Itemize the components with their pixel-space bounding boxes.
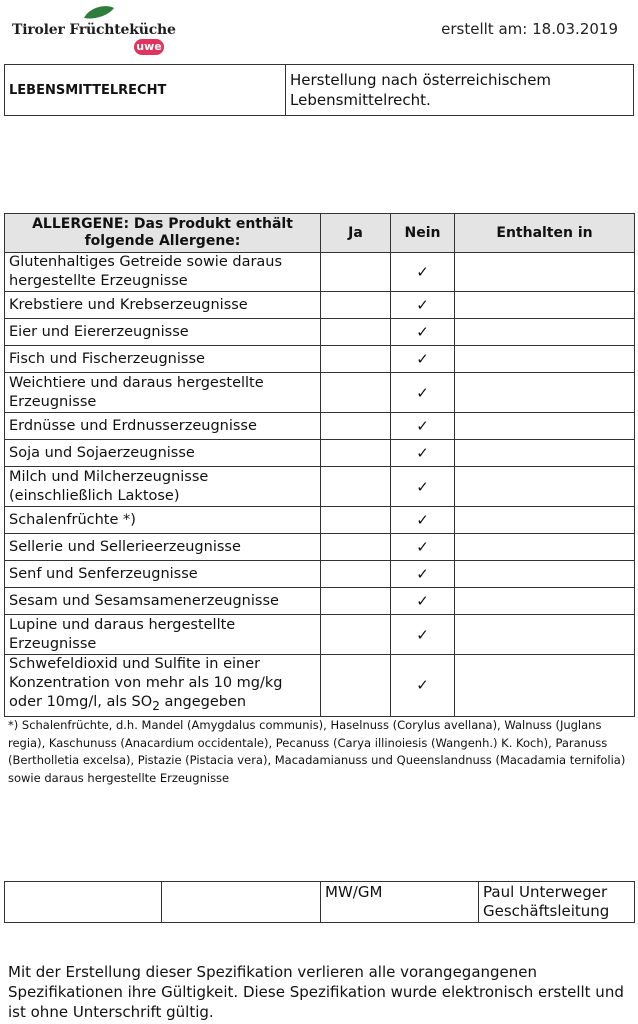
table-row [5, 253, 635, 292]
allergen-name-text: Schwefeldioxid und Sulfite in einer Konzentration von mehr als 10 mg/kg oder 10mg/l, als SO [9, 656, 283, 710]
allergen-name: Schalenfrüchte *) [5, 507, 321, 534]
table-row [5, 561, 635, 588]
no-cell: ✓ [391, 346, 455, 373]
table-row [5, 292, 635, 319]
allergen-name: Weichtiere und daraus hergestellte Erzeugnisse [5, 373, 321, 413]
allergen-name-text-end: angegeben [159, 694, 247, 710]
yes-cell [321, 655, 391, 717]
allergen-name: Lupine und daraus hergestellte Erzeugnisse [5, 615, 321, 655]
allergen-name: Krebstiere und Krebserzeugnisse [5, 292, 321, 319]
yes-cell [321, 253, 391, 292]
signature-person [479, 882, 635, 923]
table-row [5, 346, 635, 373]
allergen-name: Fisch und Fischerzeugnisse [5, 346, 321, 373]
contained-in-cell [455, 373, 635, 413]
yes-cell [321, 588, 391, 615]
no-cell: ✓ [391, 534, 455, 561]
table-row [5, 588, 635, 615]
allergen-table [4, 213, 635, 717]
yes-cell [321, 319, 391, 346]
no-cell: ✓ [391, 561, 455, 588]
legal-text: Herstellung nach österreichischem Lebensmittelrecht. [286, 65, 634, 116]
contained-in-cell [455, 655, 635, 717]
allergen-name: Sesam und Sesamsamenerzeugnisse [5, 588, 321, 615]
signature-table [4, 881, 635, 923]
brand-badge: uwe [134, 39, 164, 55]
legal-label: LEBENSMITTELRECHT [5, 65, 286, 116]
allergen-name: Senf und Senferzeugnisse [5, 561, 321, 588]
contained-in-cell [455, 467, 635, 507]
table-row [5, 507, 635, 534]
yes-cell [321, 615, 391, 655]
signature-name: Paul Unterweger [483, 883, 608, 901]
yes-cell [321, 346, 391, 373]
table-row [5, 319, 635, 346]
yes-cell [321, 467, 391, 507]
allergen-name: Erdnüsse und Erdnusserzeugnisse [5, 413, 321, 440]
table-row [5, 655, 635, 717]
yes-cell [321, 373, 391, 413]
company-logo [10, 2, 176, 58]
no-cell: ✓ [391, 507, 455, 534]
no-cell: ✓ [391, 467, 455, 507]
no-cell: ✓ [391, 253, 455, 292]
signature-cell-1 [5, 882, 162, 923]
header-contained-in: Enthalten in [455, 214, 635, 253]
contained-in-cell [455, 561, 635, 588]
contained-in-cell [455, 534, 635, 561]
leaf-icon [82, 4, 116, 22]
yes-cell [321, 413, 391, 440]
table-row [5, 615, 635, 655]
legal-row [5, 65, 634, 116]
contained-in-cell [455, 346, 635, 373]
allergen-name [5, 655, 321, 717]
signature-cell-2 [162, 882, 321, 923]
no-cell: ✓ [391, 319, 455, 346]
table-row [5, 373, 635, 413]
yes-cell [321, 440, 391, 467]
contained-in-cell [455, 588, 635, 615]
allergen-name: Sellerie und Sellerieerzeugnisse [5, 534, 321, 561]
contained-in-cell [455, 615, 635, 655]
contained-in-cell [455, 292, 635, 319]
yes-cell [321, 534, 391, 561]
yes-cell [321, 561, 391, 588]
creation-date [441, 20, 618, 38]
no-cell: ✓ [391, 615, 455, 655]
no-cell: ✓ [391, 292, 455, 319]
header-allergens: ALLERGENE: Das Produkt enthält folgende Allergene: [5, 214, 321, 253]
table-row [5, 467, 635, 507]
allergen-name-subscript: 2 [152, 698, 160, 713]
created-label: erstellt am: [441, 20, 528, 38]
table-row [5, 534, 635, 561]
contained-in-cell [455, 253, 635, 292]
allergen-name: Soja und Sojaerzeugnisse [5, 440, 321, 467]
validity-notice: Mit der Erstellung dieser Spezifikation verlieren alle vorangegangenen Spezifikationen ihre Gültigkeit. Diese Spezifikation wurde elektronisch erstellt und ist ohne Unterschrift gültig. [8, 963, 624, 1021]
header-yes: Ja [321, 214, 391, 253]
no-cell: ✓ [391, 413, 455, 440]
allergen-name: Eier und Eiererzeugnisse [5, 319, 321, 346]
signature-row [5, 882, 635, 923]
contained-in-cell [455, 440, 635, 467]
allergen-name: Glutenhaltiges Getreide sowie daraus hergestellte Erzeugnisse [5, 253, 321, 292]
footnote: *) Schalenfrüchte, d.h. Mandel (Amygdalus communis), Haselnuss (Corylus avellana), Walnuss (Juglans regia), Kaschunuss (Anacardium occidentale), Pecanuss (Carya illinoiesis (Wangenh.) K. Koch), Paranuss (Bertholletia excelsa), Pistazie (Pistacia vera), Macadamianuss und Queenslandnuss (Macadamia ternifolia) sowie daraus hergestellte Erzeugnisse [8, 718, 626, 785]
allergen-name: Milch und Milcherzeugnisse (einschließlich Laktose) [5, 467, 321, 507]
table-row [5, 440, 635, 467]
contained-in-cell [455, 507, 635, 534]
yes-cell [321, 507, 391, 534]
no-cell: ✓ [391, 655, 455, 717]
created-date: 18.03.2019 [532, 20, 618, 38]
no-cell: ✓ [391, 588, 455, 615]
no-cell: ✓ [391, 440, 455, 467]
legal-table [4, 64, 634, 116]
yes-cell [321, 292, 391, 319]
signature-initials: MW/GM [321, 882, 479, 923]
allergen-header-row [5, 214, 635, 253]
contained-in-cell [455, 319, 635, 346]
header-no: Nein [391, 214, 455, 253]
table-row [5, 413, 635, 440]
no-cell: ✓ [391, 373, 455, 413]
contained-in-cell [455, 413, 635, 440]
signature-role: Geschäftsleitung [483, 902, 610, 920]
brand-name: Tiroler Früchteküche [12, 22, 176, 38]
